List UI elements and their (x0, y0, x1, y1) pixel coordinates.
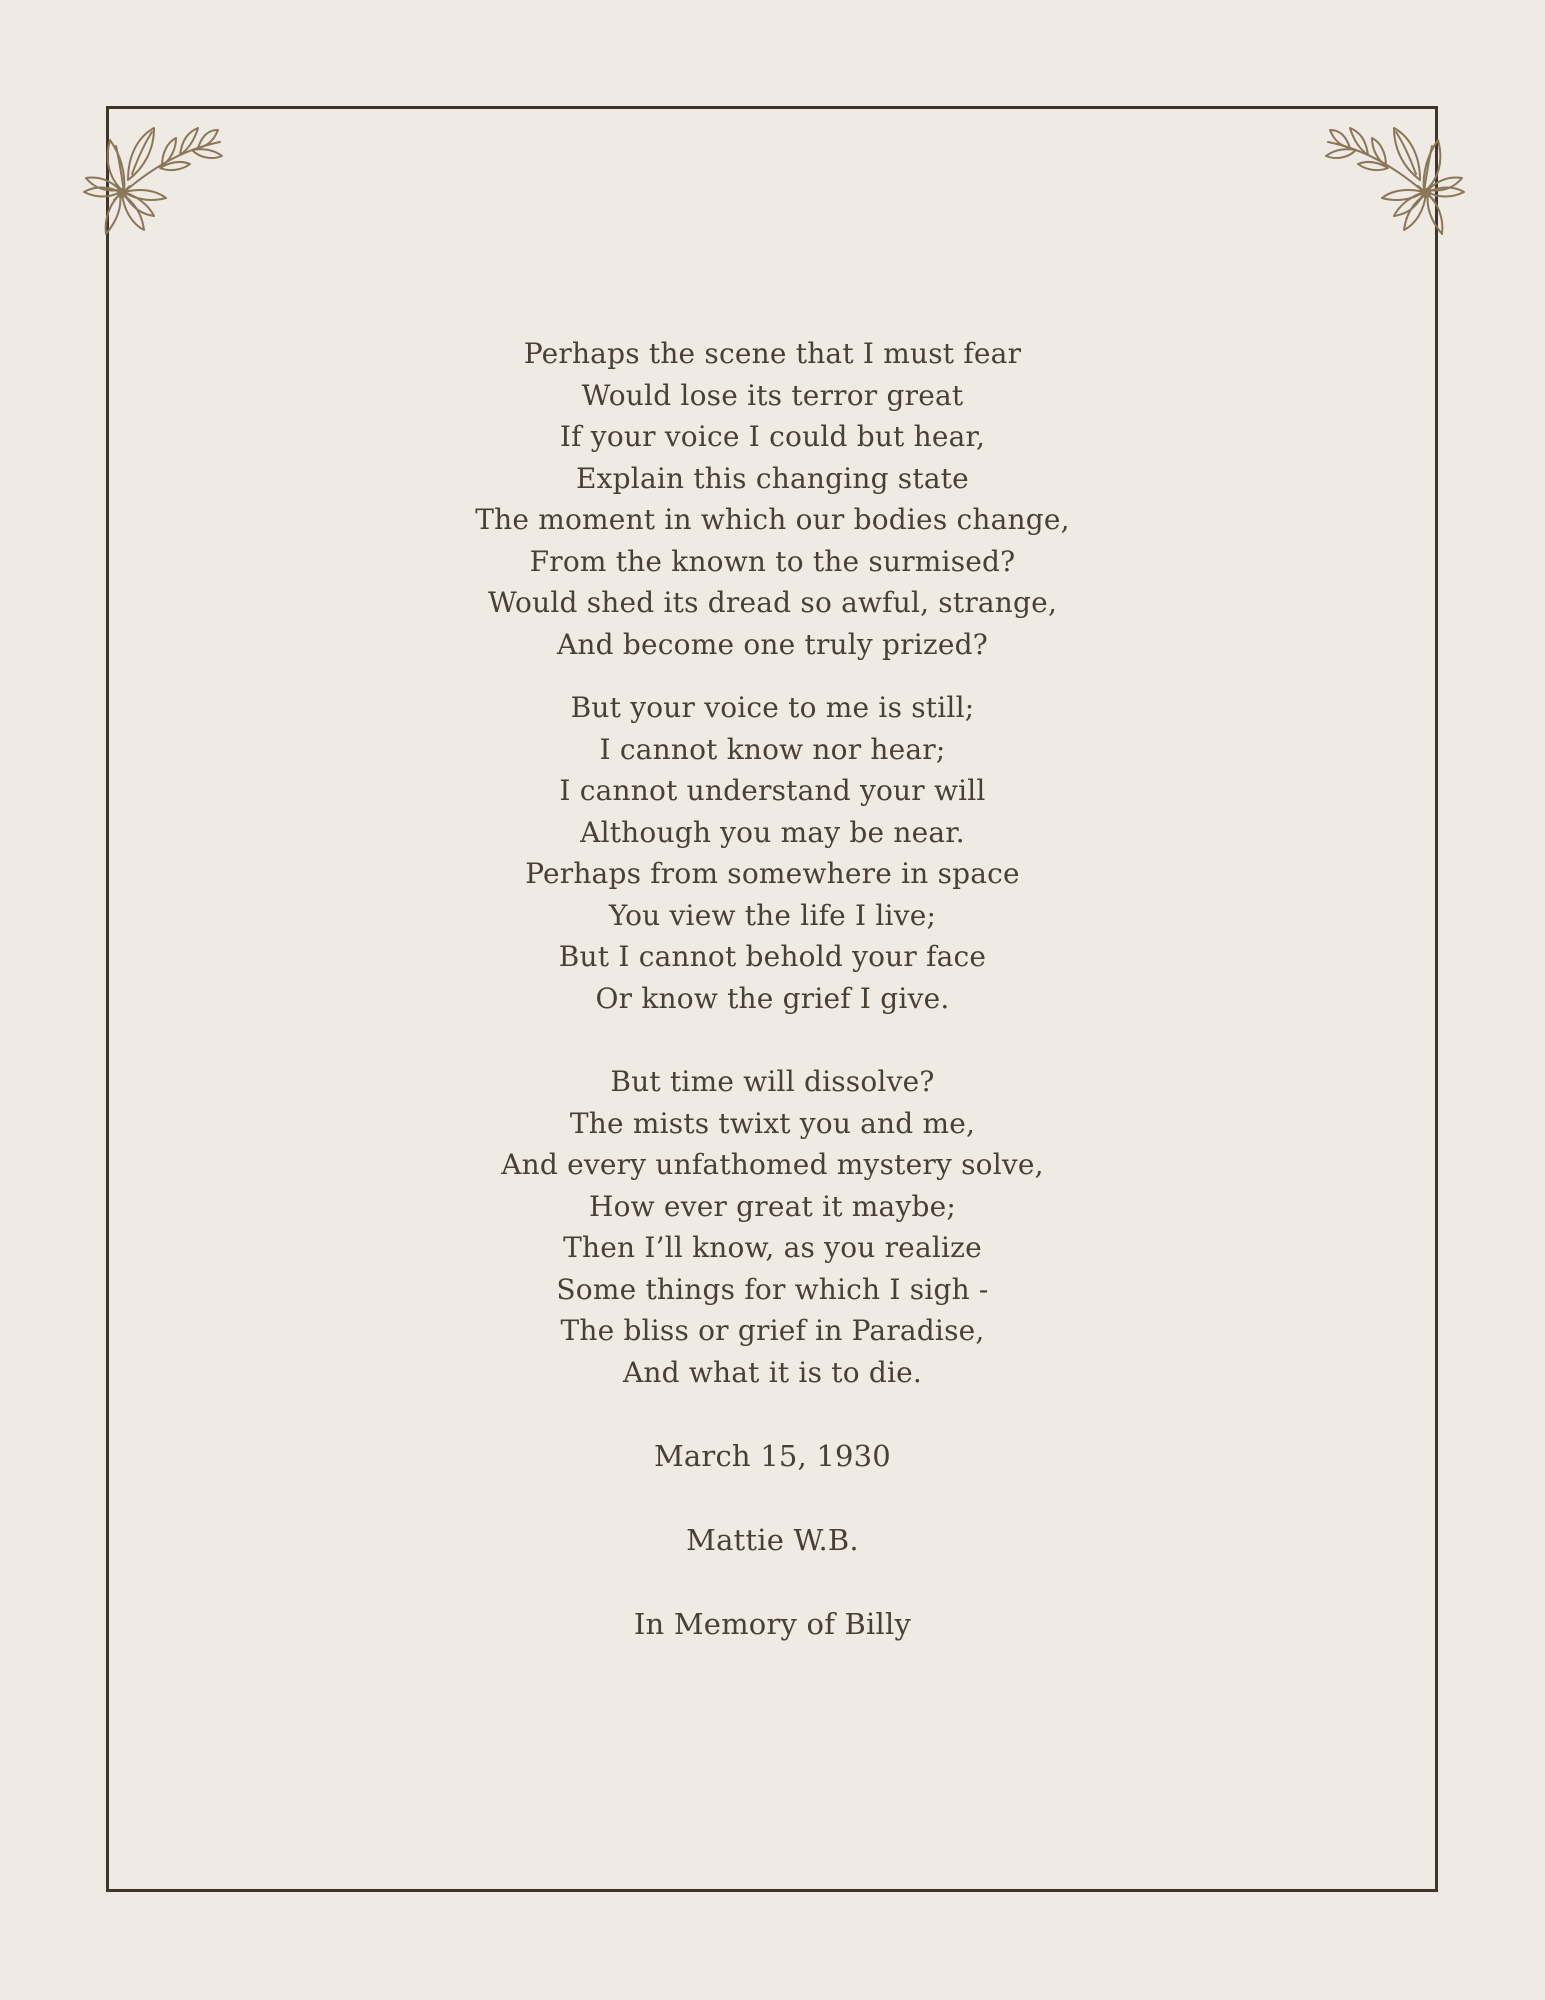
poem-line: And every unfathomed mystery solve, (501, 1148, 1044, 1181)
poem-line: From the known to the surmised? (529, 544, 1016, 578)
poem-line: The bliss or grief in Paradise, (560, 1314, 985, 1347)
poem-line: The moment in which our bodies change, (475, 503, 1070, 536)
poem-line: Some things for which I sigh - (556, 1272, 989, 1306)
poem-line: But time will dissolve? (610, 1065, 935, 1098)
poem-line: But I cannot behold your face (558, 940, 987, 973)
poem-line: And what it is to die. (622, 1355, 922, 1389)
poem-line: The mists twixt you and me, (569, 1106, 976, 1140)
poem-line: Perhaps the scene that I must fear (523, 337, 1022, 370)
poem-line: Would lose its terror great (581, 378, 964, 412)
poem-line: I cannot understand your will (559, 774, 986, 807)
poem-line: But your voice to me is still; (570, 691, 975, 724)
floral-corner-top-right-icon (1318, 100, 1468, 240)
poem-line: How ever great it maybe; (588, 1189, 956, 1223)
poem-line: Then I’ll know, as you realize (563, 1231, 982, 1264)
poem-line: Would shed its dread so awful, strange, (487, 586, 1058, 619)
poem-line: Or know the grief I give. (595, 981, 950, 1015)
poem-line: I cannot know nor hear; (599, 732, 946, 766)
stanza-1 (0, 333, 1545, 665)
poem-dedication: In Memory of Billy (633, 1607, 912, 1641)
poem-line: And become one truly prized? (557, 627, 988, 661)
floral-corner-top-left-icon (80, 100, 230, 240)
stanza-2 (0, 687, 1545, 1019)
poem-date: March 15, 1930 (654, 1439, 891, 1473)
stanza-3 (0, 1061, 1545, 1393)
poem-line: Explain this changing state (576, 461, 969, 495)
poem-author: Mattie W.B. (686, 1523, 859, 1557)
poem-line: Although you may be near. (580, 815, 965, 849)
poem-line: Perhaps from somewhere in space (525, 857, 1020, 890)
poem-line: You view the life I live; (608, 898, 937, 932)
poem (0, 333, 1545, 1645)
poem-line: If your voice I could but hear, (559, 420, 986, 453)
